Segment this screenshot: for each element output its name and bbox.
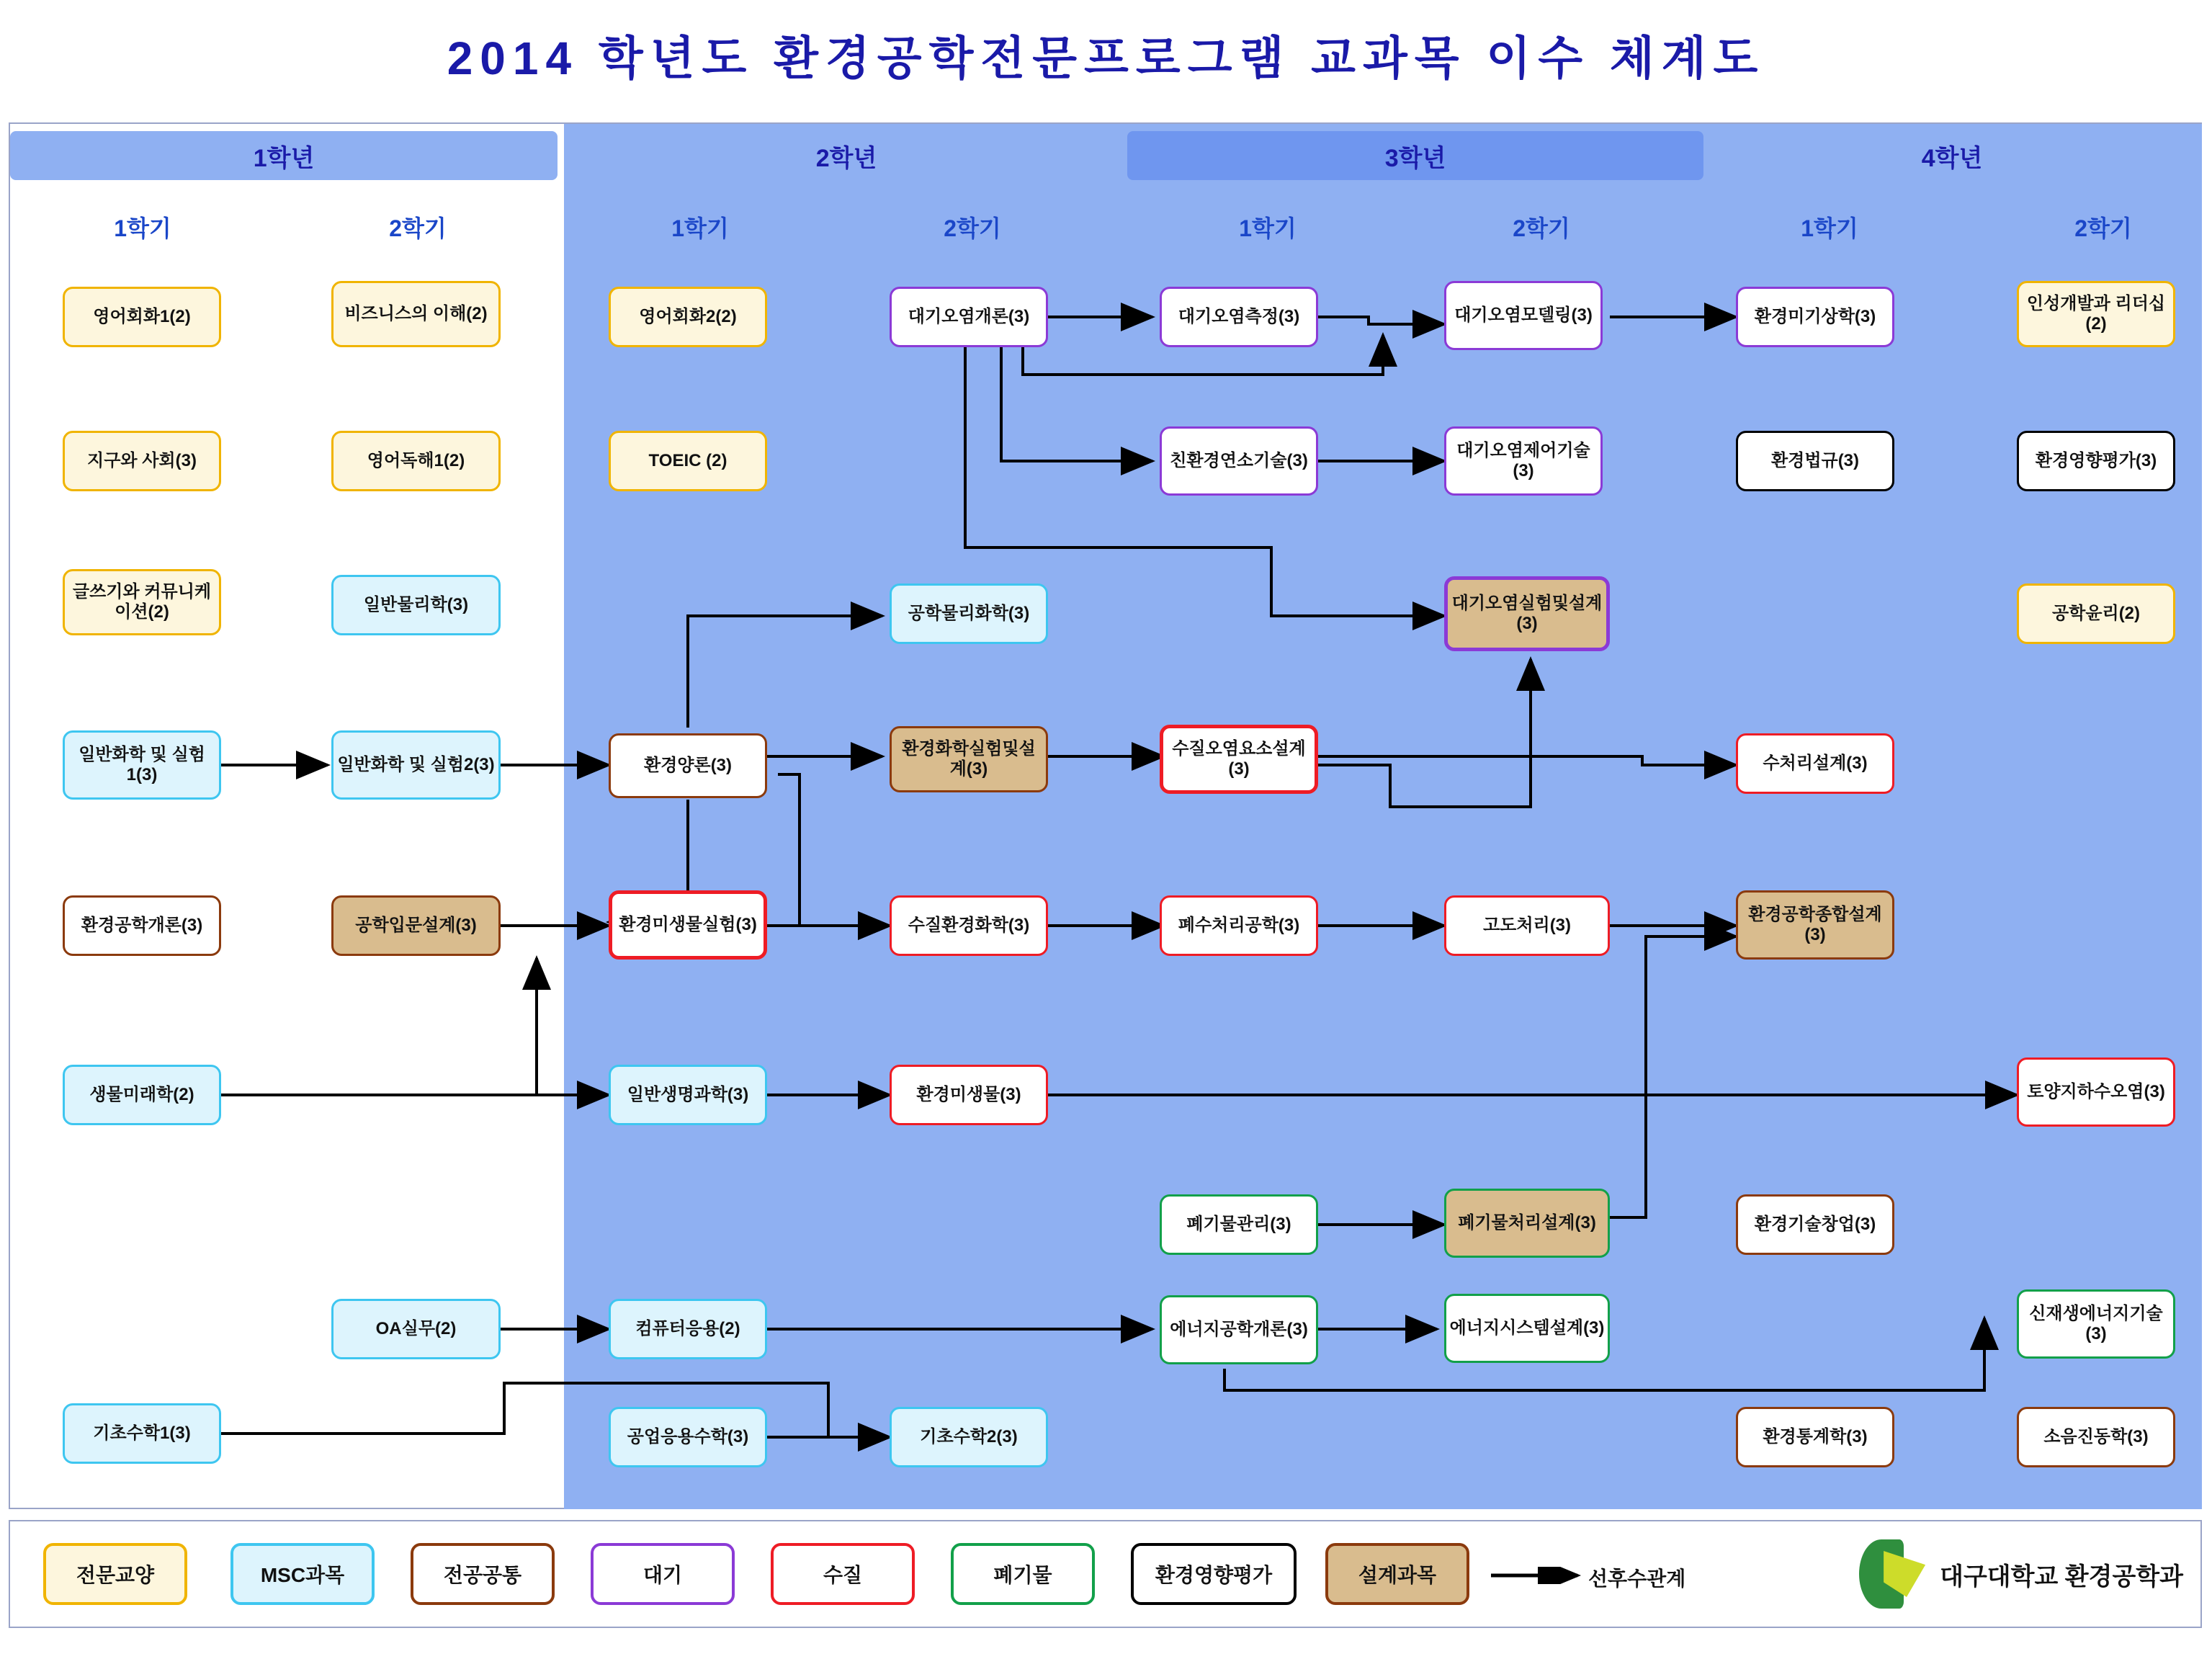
course-node[interactable]: 생물미래학(2): [63, 1065, 221, 1125]
course-node[interactable]: 환경공학개론(3): [63, 895, 221, 956]
course-node[interactable]: 영어회화1(2): [63, 287, 221, 347]
legend-item-eia: 환경영향평가: [1131, 1543, 1297, 1605]
course-node[interactable]: 영어회화2(2): [609, 287, 767, 347]
course-node[interactable]: 수질환경화학(3): [890, 895, 1048, 956]
university-mark-icon: [1859, 1539, 1928, 1609]
year-header-1: 1학년: [10, 131, 558, 180]
course-node[interactable]: 일반물리학(3): [331, 575, 501, 635]
course-node[interactable]: 환경화학실험및설계(3): [890, 726, 1048, 792]
course-node[interactable]: 인성개발과 리더십(2): [2017, 281, 2175, 347]
course-node[interactable]: 일반화학 및 실험2(3): [331, 730, 501, 800]
year-header-4: 4학년: [1921, 144, 1983, 172]
legend-item-design: 설계과목: [1325, 1543, 1469, 1605]
legend-item-air: 대기: [591, 1543, 735, 1605]
course-node[interactable]: 일반생명과학(3): [609, 1065, 767, 1125]
course-node[interactable]: 고도처리(3): [1444, 895, 1610, 956]
year-header-3: 3학년: [1127, 131, 1703, 180]
legend-item-waste: 폐기물: [951, 1543, 1095, 1605]
course-node[interactable]: 환경미기상학(3): [1736, 287, 1894, 347]
course-node[interactable]: TOEIC (2): [609, 431, 767, 491]
course-node[interactable]: 공학입문설계(3): [331, 895, 501, 956]
course-node[interactable]: 공학물리화학(3): [890, 583, 1048, 644]
semester-label-1-1: 1학기: [114, 215, 171, 241]
course-node[interactable]: 환경공학종합설계(3): [1736, 890, 1894, 960]
course-node[interactable]: 친환경연소기술(3): [1160, 426, 1318, 496]
course-node[interactable]: 수처리설계(3): [1736, 733, 1894, 794]
course-node[interactable]: 소음진동학(3): [2017, 1407, 2175, 1467]
course-node[interactable]: 지구와 사회(3): [63, 431, 221, 491]
course-node[interactable]: 일반화학 및 실험1(3): [63, 730, 221, 800]
course-node[interactable]: 환경영향평가(3): [2017, 431, 2175, 491]
course-node[interactable]: 대기오염측정(3): [1160, 287, 1318, 347]
course-node[interactable]: 폐기물관리(3): [1160, 1194, 1318, 1255]
course-node[interactable]: 환경미생물(3): [890, 1065, 1048, 1125]
course-node[interactable]: 환경기술창업(3): [1736, 1194, 1894, 1255]
legend-item-msc: MSC과목: [230, 1543, 375, 1605]
course-node[interactable]: 기초수학2(3): [890, 1407, 1048, 1467]
course-node[interactable]: 비즈니스의 이해(2): [331, 281, 501, 347]
legend-item-gened: 전문교양: [43, 1543, 187, 1605]
course-node[interactable]: 글쓰기와 커뮤니케이션(2): [63, 569, 221, 635]
semester-label-2-1: 1학기: [671, 215, 729, 241]
course-node[interactable]: 영어독해1(2): [331, 431, 501, 491]
semester-label-4-2: 2학기: [2074, 215, 2132, 241]
course-node[interactable]: 환경법규(3): [1736, 431, 1894, 491]
semester-label-2-2: 2학기: [944, 215, 1001, 241]
course-node[interactable]: OA실무(2): [331, 1299, 501, 1359]
course-node[interactable]: 에너지시스템설계(3): [1444, 1294, 1610, 1363]
department-name: 대구대학교 환경공학과: [1940, 1562, 2183, 1591]
course-node[interactable]: 수질오염요소설계(3): [1160, 725, 1318, 794]
course-node[interactable]: 기초수학1(3): [63, 1403, 221, 1464]
course-node[interactable]: 토양지하수오염(3): [2017, 1057, 2175, 1127]
course-node[interactable]: 에너지공학개론(3): [1160, 1295, 1318, 1364]
year-header-2: 2학년: [815, 144, 877, 172]
course-node[interactable]: 컴퓨터응용(2): [609, 1299, 767, 1359]
course-node[interactable]: 환경미생물실험(3): [609, 890, 767, 960]
course-node[interactable]: 환경양론(3): [609, 733, 767, 798]
course-node[interactable]: 대기오염제어기술(3): [1444, 426, 1603, 496]
course-node[interactable]: 신재생에너지기술(3): [2017, 1289, 2175, 1359]
course-node[interactable]: 대기오염모델링(3): [1444, 281, 1603, 350]
department-logo: [1859, 1534, 2183, 1614]
legend-item-water: 수질: [771, 1543, 915, 1605]
legend-arrow-icon: [1491, 1567, 1585, 1584]
course-node[interactable]: 공학윤리(2): [2017, 583, 2175, 644]
course-node[interactable]: 환경통계학(3): [1736, 1407, 1894, 1467]
course-node[interactable]: 공업응용수학(3): [609, 1407, 767, 1467]
legend-arrow-label: 선후수관계: [1588, 1568, 1686, 1590]
course-node[interactable]: 폐수처리공학(3): [1160, 895, 1318, 956]
course-node[interactable]: 대기오염실험및설계(3): [1444, 576, 1610, 651]
semester-label-3-1: 1학기: [1239, 215, 1297, 241]
semester-label-4-1: 1학기: [1801, 215, 1858, 241]
legend-item-common: 전공공통: [411, 1543, 555, 1605]
course-node[interactable]: 폐기물처리설계(3): [1444, 1189, 1610, 1258]
course-node[interactable]: 대기오염개론(3): [890, 287, 1048, 347]
page-title: 2014 학년도 환경공학전문프로그램 교과목 이수 체계도: [447, 32, 1765, 84]
semester-label-1-2: 2학기: [389, 215, 447, 241]
semester-label-3-2: 2학기: [1513, 215, 1570, 241]
